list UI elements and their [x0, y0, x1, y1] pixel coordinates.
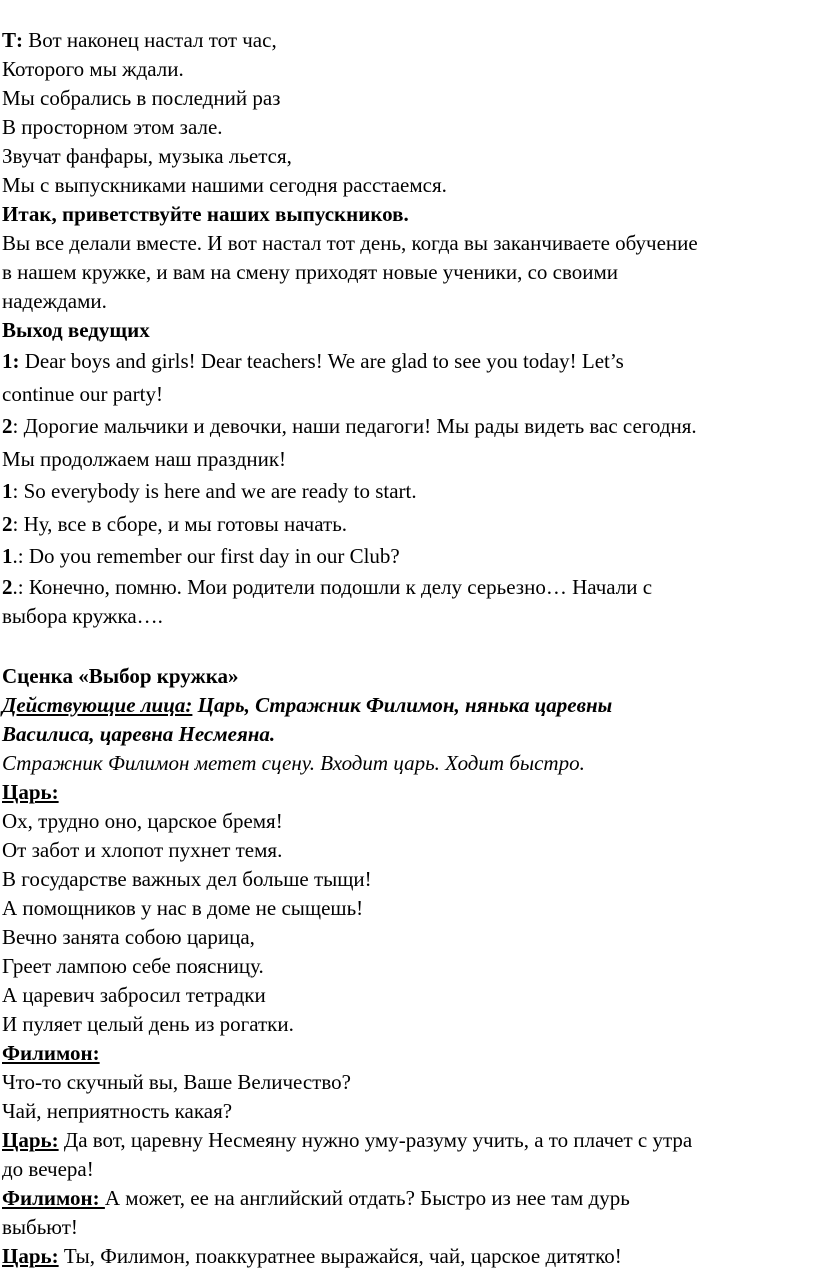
dialog-text: .: Do you remember our first day in our Club? — [12, 544, 400, 568]
dialog-line: continue our party! — [2, 381, 163, 406]
tsar-label: Царь: — [2, 779, 59, 804]
exchange-line — [2, 1184, 816, 1213]
exchange-text: Да вот, царевну Несмеяну нужно уму-разуму учить, а то плачет с утра — [58, 1127, 693, 1152]
dialog-text: Dear boys and girls! Dear teachers! We are glad to see you today! Let’s — [19, 349, 624, 373]
stage-direction: Стражник Филимон метет сцену. Входит царь. Ходит быстро. — [2, 750, 585, 775]
tsar-line: Греет лампою себе поясницу. — [2, 953, 264, 978]
dialog-text: : Ну, все в сборе, и мы готовы начать. — [12, 511, 348, 536]
speaker-label: Т: — [2, 28, 23, 52]
dialog-text: .: Конечно, помню. Мои родители подошли к делу серьезно… Начали с — [12, 574, 653, 599]
exchange-text: А может, ее на английский отдать? Быстро из нее там дурь — [104, 1185, 630, 1210]
poem-line — [2, 26, 816, 55]
intro-paragraph-line: в нашем кружке, и вам на смену приходят новые ученики, со своими — [2, 260, 619, 284]
exchange-text: Ты, Филимон, поаккуратнее выражайся, чай, царское дитятко! — [58, 1243, 622, 1268]
dialog-line: Мы продолжаем наш праздник! — [2, 446, 287, 471]
blank-line — [0, 631, 816, 662]
filimon-line: Чай, неприятность какая? — [2, 1098, 233, 1123]
tsar-line: Ох, трудно оно, царское бремя! — [2, 808, 283, 833]
dialog-line — [2, 345, 816, 378]
poem-text: Вот наконец настал тот час, — [23, 28, 277, 52]
poem-line: В просторном этом зале. — [2, 115, 223, 139]
exchange-line: выбьют! — [2, 1214, 78, 1239]
dialog-line: выбора кружка…. — [2, 603, 163, 628]
tsar-line: От забот и хлопот пухнет темя. — [2, 837, 283, 862]
speaker-number: 1: — [2, 349, 20, 373]
document-page — [0, 26, 816, 1271]
poem-line: Мы собрались в последний раз — [2, 86, 281, 110]
intro-paragraph-line: Вы все делали вместе. И вот настал тот день, когда вы заканчиваете обучение — [2, 231, 698, 255]
poem-line: Мы с выпускниками нашими сегодня расстаемся. — [2, 173, 447, 197]
dialog-line — [2, 540, 816, 573]
cast-line: Василиса, царевна Несмеяна. — [2, 721, 276, 746]
intro-paragraph-line: надеждами. — [2, 289, 107, 313]
tsar-line: И пуляет целый день из рогатки. — [2, 1011, 294, 1036]
tsar-line: В государстве важных дел больше тыщи! — [2, 866, 372, 891]
speaker-number: 2 — [2, 414, 13, 438]
dialog-line — [2, 410, 816, 443]
dialog-line — [2, 573, 816, 602]
filimon-line: Что-то скучный вы, Ваше Величество? — [2, 1069, 351, 1094]
dialog-text: : So everybody is here and we are ready to start. — [12, 479, 417, 503]
speaker-number: 2 — [2, 574, 13, 599]
speaker-number: 1 — [2, 544, 13, 568]
tsar-line: А царевич забросил тетрадки — [2, 982, 266, 1007]
scene-title: Сценка «Выбор кружка» — [2, 663, 239, 688]
exchange-line — [2, 1126, 816, 1155]
speaker-number: 2 — [2, 511, 13, 536]
exchange-line — [2, 1242, 816, 1271]
tsar-label: Царь: — [2, 1127, 59, 1152]
speaker-number: 1 — [2, 479, 13, 503]
hosts-heading: Выход ведущих — [2, 318, 150, 342]
filimon-label: Филимон: — [2, 1185, 105, 1210]
poem-line: Которого мы ждали. — [2, 57, 184, 81]
tsar-line: А помощников у нас в доме не сыщешь! — [2, 895, 364, 920]
dialog-text: : Дорогие мальчики и девочки, наши педагоги! Мы рады видеть вас сегодня. — [12, 414, 697, 438]
dialog-line — [2, 508, 816, 541]
cast-label: Действующие лица: — [2, 692, 193, 717]
cast-line — [2, 691, 816, 720]
tsar-line: Вечно занята собою царица, — [2, 924, 255, 949]
greeting-heading: Итак, приветствуйте наших выпускников. — [2, 202, 409, 226]
tsar-label: Царь: — [2, 1243, 59, 1268]
poem-line: Звучат фанфары, музыка льется, — [2, 144, 292, 168]
cast-names: Царь, Стражник Филимон, нянька царевны — [192, 692, 613, 717]
exchange-line: до вечера! — [2, 1156, 94, 1181]
filimon-label: Филимон: — [2, 1040, 100, 1065]
dialog-line — [2, 475, 816, 508]
